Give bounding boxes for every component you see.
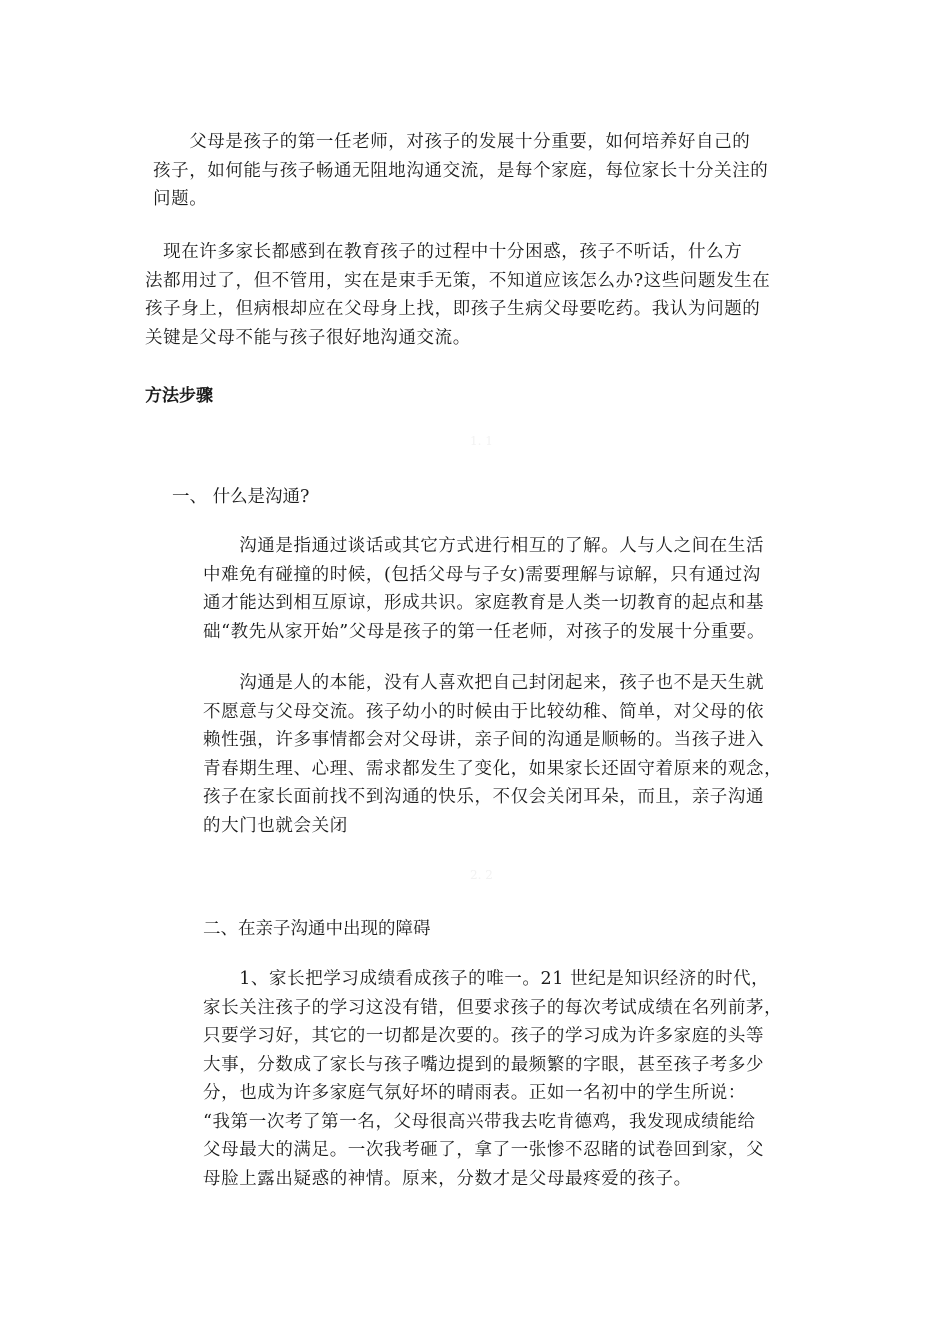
text-line: 关键是父母不能与孩子很好地沟通交流。: [145, 327, 471, 348]
watermark: 1. 1: [470, 434, 493, 448]
text-line: 不愿意与父母交流。孩子幼小的时候由于比较幼稚、简单，对父母的依: [203, 701, 765, 722]
text-line: 分，也成为许多家庭气氛好坏的晴雨表。正如一名初中的学生所说：: [203, 1083, 746, 1103]
text-line: 家长关注孩子的学习这没有错，但要求孩子的每次考试成绩在名列前茅，: [203, 997, 783, 1018]
watermark: 2. 2: [470, 868, 493, 882]
text-line: 赖性强，许多事情都会对父母讲，亲子间的沟通是顺畅的。当孩子进入: [203, 730, 765, 750]
text-line: 的大门也就会关闭: [203, 815, 348, 836]
step-1-paragraph-1: [203, 532, 765, 646]
text-line: 沟通是人的本能，没有人喜欢把自己封闭起来，孩子也不是天生就: [203, 673, 765, 693]
text-line: 父母是孩子的第一任老师，对孩子的发展十分重要，如何培养好自己的: [153, 132, 751, 152]
step-1-paragraph-2: [203, 669, 782, 840]
intro-paragraph-1: [153, 128, 768, 214]
text-line: 父母最大的满足。一次我考砸了，拿了一张惨不忍睹的试卷回到家，父: [203, 1140, 765, 1160]
text-line: 孩子身上，但病根却应在父母身上找，即孩子生病父母要吃药。我认为问题的: [145, 299, 761, 319]
text-line: 问题。: [153, 189, 208, 209]
text-line: 孩子，如何能与孩子畅通无阻地沟通交流，是每个家庭，每位家长十分关注的: [153, 160, 769, 181]
step-2-paragraph-1: [203, 965, 782, 1193]
text-line: 1、家长把学习成绩看成孩子的唯一。21 世纪是知识经济的时代，: [203, 969, 770, 989]
text-line: 孩子在家长面前找不到沟通的快乐，不仅会关闭耳朵，而且，亲子沟通: [203, 787, 765, 807]
step-2-title: 二、在亲子沟通中出现的障碍: [203, 919, 431, 939]
text-line: “我第一次考了第一名，父母很高兴带我去吃肯德鸡，我发现成绩能给: [203, 1111, 756, 1132]
text-line: 础“教先从家开始”父母是孩子的第一任老师，对孩子的发展十分重要。: [203, 621, 766, 642]
step-1-title: 一、 什么是沟通?: [172, 487, 310, 507]
text-line: 大事，分数成了家长与孩子嘴边提到的最频繁的字眼，甚至孩子考多少: [203, 1054, 765, 1075]
text-line: 法都用过了，但不管用，实在是束手无策，不知道应该怎么办?这些问题发生在: [145, 270, 771, 291]
text-line: 母脸上露出疑惑的神情。原来，分数才是父母最疼爱的孩子。: [203, 1168, 692, 1189]
text-line: 只要学习好，其它的一切都是次要的。孩子的学习成为许多家庭的头等: [203, 1026, 765, 1046]
section-heading: 方法步骤: [145, 386, 213, 406]
text-line: 通才能达到相互原谅，形成共识。家庭教育是人类一切教育的起点和基: [203, 593, 765, 613]
intro-paragraph-2: [145, 238, 770, 352]
text-line: 沟通是指通过谈话或其它方式进行相互的了解。人与人之间在生活: [203, 536, 765, 556]
text-line: 现在许多家长都感到在教育孩子的过程中十分困惑，孩子不听话，什么方: [145, 242, 743, 262]
text-line: 青春期生理、心理、需求都发生了变化，如果家长还固守着原来的观念，: [203, 758, 783, 779]
text-line: 中难免有碰撞的时候，(包括父母与子女)需要理解与谅解，只有通过沟: [203, 564, 761, 585]
